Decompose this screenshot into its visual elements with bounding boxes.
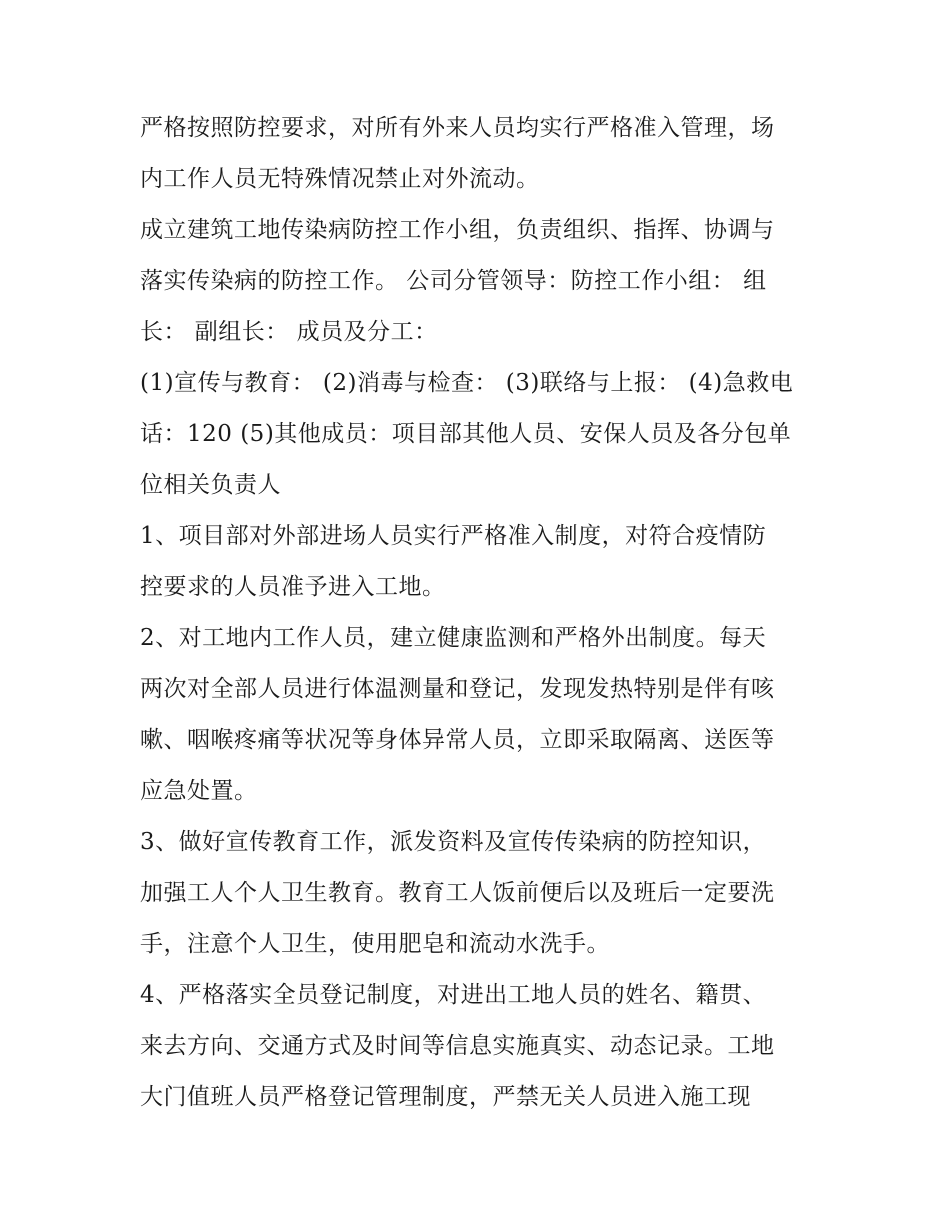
text-line: 来去方向、交通方式及时间等信息实施真实、动态记录。工地 [140, 1033, 775, 1059]
text-line: 话：120 (5)其他成员：项目部其他人员、安保人员及各分包单 [140, 421, 792, 447]
text-line: 内工作人员无特殊情况禁止对外流动。 [140, 166, 540, 192]
text-line: (1)宣传与教育： (2)消毒与检查： (3)联络与上报： (4)急救电 [140, 370, 794, 396]
text-line: 位相关负责人 [140, 472, 281, 498]
document-body [140, 103, 820, 1123]
text-line: 落实传染病的防控工作。 公司分管领导：防控工作小组： 组 [140, 268, 767, 294]
text-line: 4、严格落实全员登记制度，对进出工地人员的姓名、籍贯、 [140, 982, 767, 1008]
text-line: 应急处置。 [140, 778, 258, 804]
text-line: 嗽、咽喉疼痛等状况等身体异常人员，立即采取隔离、送医等 [140, 727, 775, 753]
text-line: 1、项目部对外部进场人员实行严格准入制度，对符合疫情防 [140, 523, 767, 549]
text-line: 严格按照防控要求，对所有外来人员均实行严格准入管理，场 [140, 115, 775, 141]
text-line: 手，注意个人卫生，使用肥皂和流动水洗手。 [140, 931, 610, 957]
text-line: 控要求的人员准予进入工地。 [140, 574, 446, 600]
text-line: 成立建筑工地传染病防控工作小组，负责组织、指挥、协调与 [140, 217, 775, 243]
text-line: 2、对工地内工作人员，建立健康监测和严格外出制度。每天 [140, 625, 767, 651]
text-line: 大门值班人员严格登记管理制度，严禁无关人员进入施工现 [140, 1084, 751, 1110]
text-line: 加强工人个人卫生教育。教育工人饭前便后以及班后一定要洗 [140, 880, 775, 906]
text-line: 两次对全部人员进行体温测量和登记，发现发热特别是伴有咳 [140, 676, 775, 702]
text-line: 3、做好宣传教育工作，派发资料及宣传传染病的防控知识， [140, 829, 767, 855]
text-line: 长： 副组长： 成员及分工： [140, 319, 438, 345]
